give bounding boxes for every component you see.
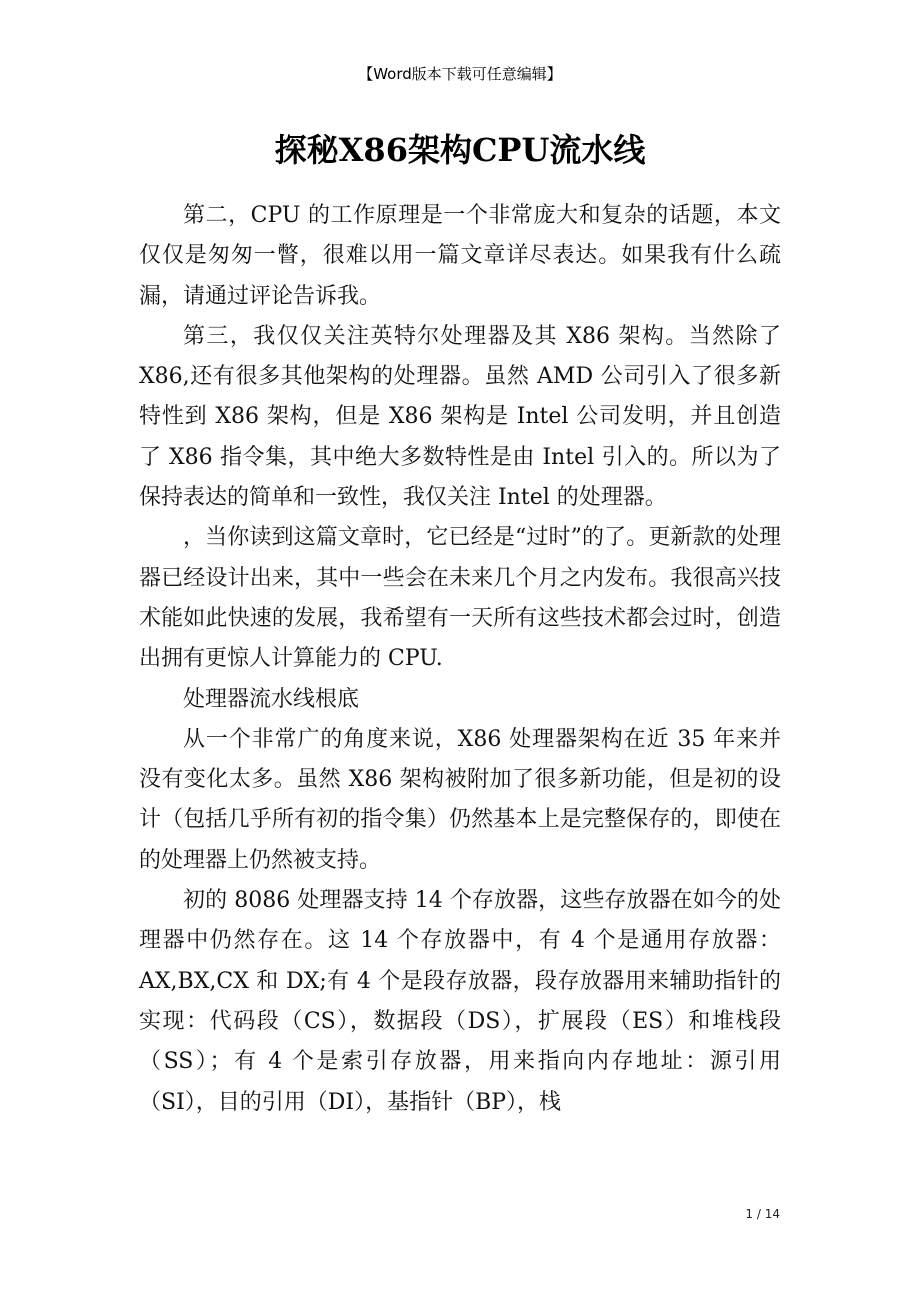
paragraph: ，当你读到这篇文章时，它已经是“过时”的了。更新款的处理器已经设计出来，其中一些会在未来几个月之内发布。我很高兴技术能如此快速的发展，我希望有一天所有这些技术都会过时，创造出拥有更惊人计算能力的 CPU.: [139, 525, 781, 672]
paragraph: 第三，我仅仅关注英特尔处理器及其 X86 架构。当然除了 X86,还有很多其他架构的处理器。虽然 AMD 公司引入了很多新特性到 X86 架构，但是 X86 架构是 Intel 公司发明，并且创造了 X86 指令集，其中绝大多数特性是由 Intel 引入的。所以为了保持表达的简单和一致性，我仅关注 Intel 的处理器。: [139, 323, 781, 511]
document-body: [139, 196, 781, 1123]
page-header: 【Word版本下载可任意编辑】: [358, 65, 562, 83]
paragraph: 第二，CPU 的工作原理是一个非常庞大和复杂的话题，本文仅仅是匆匆一瞥，很难以用一篇文章详尽表达。如果我有什么疏漏，请通过评论告诉我。: [139, 203, 781, 309]
section-heading: 处理器流水线根底: [183, 686, 360, 712]
page-number: 1 / 14: [745, 1207, 780, 1221]
document-title: 探秘X86架构CPU流水线: [274, 131, 646, 169]
paragraph: 从一个非常广的角度来说，X86 处理器架构在近 35 年来并没有变化太多。虽然 X86 架构被附加了很多新功能，但是初的设计（包括几乎所有初的指令集）仍然基本上是完整保存的，即使在的处理器上仍然被支持。: [139, 726, 781, 873]
paragraph: 初的 8086 处理器支持 14 个存放器，这些存放器在如今的处理器中仍然存在。这 14 个存放器中，有 4 个是通用存放器：AX,BX,CX 和 DX;有 4 个是段存放器，段存放器用来辅助指针的实现：代码段（CS），数据段（DS），扩展段（ES）和堆栈段（SS）；有 4 个是索引存放器，用来指向内存地址：源引用（SI），目的引用（DI），基指针（BP），栈: [139, 888, 781, 1115]
